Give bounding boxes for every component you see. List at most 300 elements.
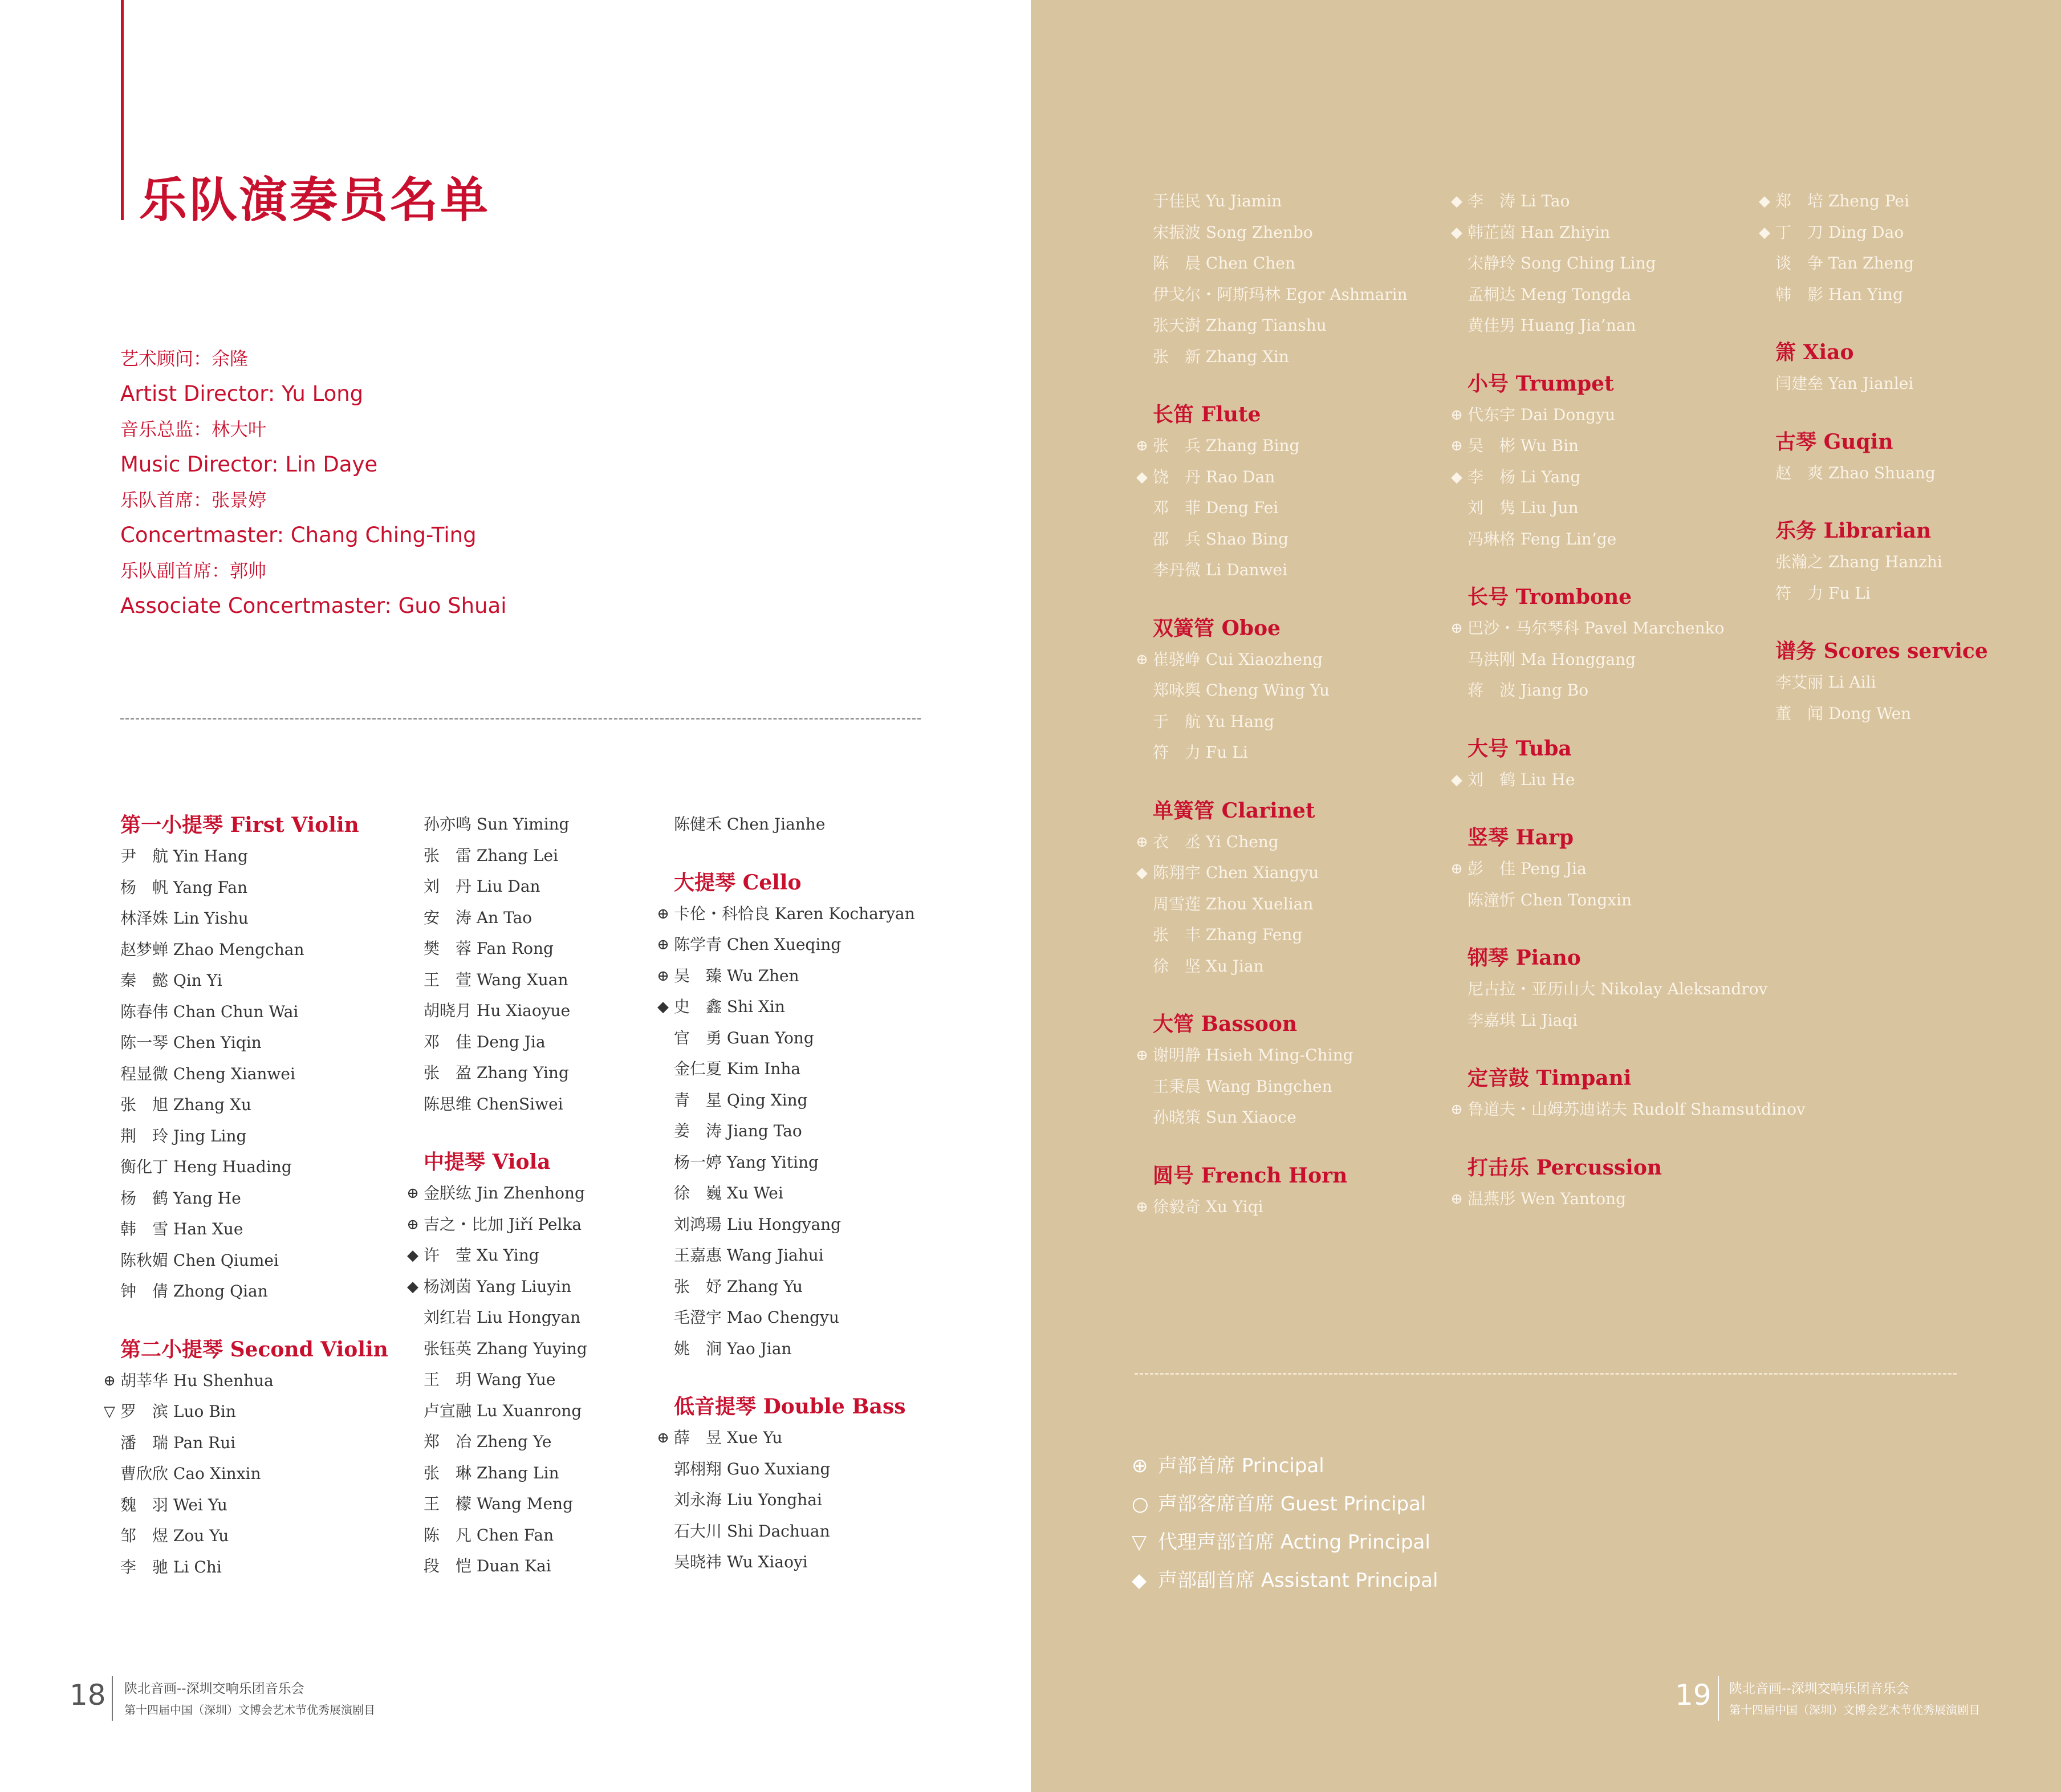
musician-name-en: Liu Hongyan (476, 1308, 581, 1327)
role-symbol: ⊕ (657, 967, 669, 985)
musician-row (424, 1489, 587, 1520)
role-symbol: ⊕ (406, 1216, 419, 1233)
section-heading (1153, 1160, 1408, 1192)
musician-name-cn: 郑 培 (1775, 192, 1824, 210)
musician-name-cn: 姜 涛 (674, 1121, 722, 1140)
musician-name-en: Chen Qiumei (173, 1250, 279, 1270)
role-symbol: ⊕ (1450, 860, 1463, 877)
musician-row (674, 1116, 915, 1147)
musician-name-en: Wang Jiahui (726, 1246, 824, 1265)
section-heading (1468, 733, 1806, 765)
musician-name-cn: 吴 彬 (1468, 436, 1516, 455)
musician-name-en: Feng Lin’ge (1520, 529, 1617, 548)
musician-row (1153, 310, 1408, 342)
section-heading (1153, 795, 1408, 827)
musician-row (120, 1214, 388, 1245)
musician-row (1153, 555, 1408, 586)
section-heading (1775, 336, 1988, 368)
musician-name-en: Li Yang (1520, 467, 1581, 486)
musician-name-en: Chen Tongxin (1520, 890, 1632, 909)
section-heading-cn: 大号 (1468, 736, 1509, 761)
musician-row (424, 1334, 587, 1365)
musician-row (674, 1271, 915, 1303)
musician-name-en: Wu Bin (1520, 436, 1579, 455)
legend-label-cn: 声部首席 (1158, 1454, 1235, 1477)
roster-column-4 (1136, 186, 1408, 1222)
musician-row (1451, 765, 1806, 796)
musician-name-cn: 陈秋媚 (120, 1250, 169, 1270)
musician-row (424, 1058, 587, 1089)
footer-title: 陕北音画--深圳交响乐团音乐会 (124, 1681, 304, 1696)
musician-row (120, 841, 388, 872)
musician-row (424, 933, 587, 965)
section-heading-cn: 圆号 (1153, 1163, 1194, 1188)
musician-name-en: Dai Dongyu (1520, 405, 1616, 424)
musician-row (424, 1551, 587, 1582)
musician-row (424, 871, 587, 903)
role-symbol: ◆ (1759, 193, 1770, 210)
section-heading (674, 1391, 915, 1423)
section-heading (1775, 515, 1988, 547)
musician-name-cn: 张 兵 (1153, 436, 1201, 455)
musician-name-en: Karen Kocharyan (774, 904, 915, 923)
musician-name-en: Liu Dan (476, 877, 540, 896)
role-symbol: ⊕ (657, 905, 669, 923)
musician-name-en: Zhang Yuying (476, 1339, 587, 1358)
musician-name-cn: 卢宣融 (424, 1401, 472, 1420)
musician-row (1468, 885, 1806, 916)
director-line: 乐队首席：张景婷 (120, 489, 267, 511)
musician-name-en: Zhang Hanzhi (1828, 552, 1942, 571)
director-line: Artist Director: Yu Long (120, 381, 364, 406)
musician-name-en: Song Ching Ling (1520, 254, 1656, 273)
section-heading-cn: 竖琴 (1468, 826, 1509, 850)
section-heading (1468, 1152, 1806, 1184)
musician-row (120, 1121, 388, 1152)
legend-symbol: ◆ (1132, 1569, 1147, 1592)
musician-row (657, 1423, 915, 1454)
musician-name-en: Luo Bin (173, 1402, 236, 1421)
musician-name-en: Cao Xinxin (173, 1464, 261, 1483)
musician-name-cn: 陈翔宇 (1153, 863, 1201, 882)
section-heading-cn: 古琴 (1775, 429, 1817, 454)
musician-name-en: Wang Xuan (476, 970, 568, 989)
legend-symbol: ⊕ (1132, 1454, 1148, 1477)
role-symbol: ⊕ (1136, 437, 1148, 454)
musician-row (674, 1023, 915, 1054)
musician-name-cn: 温燕彤 (1468, 1189, 1516, 1208)
musician-row (1468, 1005, 1806, 1037)
section-heading (120, 1334, 388, 1366)
musician-row (657, 899, 915, 930)
musician-name-cn: 王 玥 (424, 1370, 472, 1389)
musician-name-cn: 胡莘华 (120, 1371, 169, 1390)
musician-name-cn: 潘 瑞 (120, 1433, 169, 1452)
section-heading-cn: 第一小提琴 (120, 813, 223, 837)
musician-name-cn: 韩芷茵 (1468, 222, 1516, 242)
musician-row (1468, 248, 1806, 279)
musician-name-cn: 王 萱 (424, 970, 472, 989)
musician-name-cn: 张 旭 (120, 1095, 169, 1114)
musician-name-cn: 杨一婷 (674, 1152, 722, 1172)
footer-subtitle: 第十四届中国（深圳）文博会艺术节优秀展演剧目 (124, 1703, 375, 1717)
musician-name-cn: 郑咏舆 (1153, 681, 1201, 700)
musician-name-en: Zhong Qian (173, 1282, 268, 1301)
musician-name-cn: 薛 昱 (674, 1428, 722, 1447)
musician-row (1153, 248, 1408, 279)
musician-name-en: Li Jiaqi (1520, 1010, 1578, 1030)
musician-name-en: Chan Chun Wai (173, 1002, 299, 1021)
section-heading-en: Oboe (1221, 616, 1281, 640)
musician-name-cn: 于佳民 (1153, 192, 1201, 210)
section-heading-en: Librarian (1823, 519, 1932, 543)
musician-row (424, 965, 587, 996)
musician-row (424, 1027, 587, 1058)
musician-row (1153, 951, 1408, 982)
section-heading-en: Scores service (1823, 639, 1988, 663)
musician-name-cn: 陈 凡 (424, 1525, 472, 1545)
musician-row (1153, 279, 1408, 311)
musician-name-cn: 王 檬 (424, 1494, 472, 1513)
musician-name-cn: 胡晓月 (424, 1001, 472, 1020)
musician-name-cn: 青 星 (674, 1090, 722, 1110)
musician-name-cn: 杨 鹤 (120, 1188, 169, 1208)
musician-name-cn: 张 琳 (424, 1463, 472, 1482)
musician-row (657, 929, 915, 961)
musician-name-en: Han Ying (1828, 285, 1903, 304)
musician-name-cn: 樊 蓉 (424, 939, 472, 958)
musician-row (424, 1427, 587, 1458)
musician-name-en: Zhang Tianshu (1205, 316, 1327, 335)
musician-name-cn: 丁 刀 (1775, 222, 1824, 242)
musician-name-cn: 刘鸿瑒 (674, 1214, 722, 1234)
musician-name-cn: 曹欣欣 (120, 1464, 169, 1483)
musician-name-en: Shi Xin (726, 997, 785, 1016)
musician-name-cn: 马洪刚 (1468, 649, 1516, 669)
musician-row (674, 1334, 915, 1365)
musician-name-en: Zou Yu (173, 1526, 229, 1545)
musician-name-cn: 金仁夏 (674, 1059, 722, 1078)
section-heading-en: Guqin (1823, 429, 1893, 454)
musician-name-cn: 于 航 (1153, 712, 1201, 731)
musician-name-cn: 陈健禾 (674, 815, 722, 834)
role-symbol: ◆ (1451, 224, 1462, 241)
musician-name-en: Rudolf Shamsutdinov (1632, 1100, 1806, 1119)
musician-row (674, 1147, 915, 1179)
roster-column-2 (406, 809, 587, 1582)
footer-divider (112, 1676, 113, 1721)
musician-name-cn: 徐毅奇 (1153, 1197, 1201, 1216)
musician-name-en: Zhang Xu (173, 1095, 251, 1114)
legend-label-cn: 声部副首席 (1158, 1569, 1255, 1592)
musician-name-cn: 韩 影 (1775, 285, 1824, 304)
musician-name-en: Lu Xuanrong (476, 1401, 582, 1420)
section-heading-en: French Horn (1201, 1163, 1348, 1188)
section-heading-en: Bassoon (1201, 1012, 1298, 1036)
musician-name-cn: 陈春伟 (120, 1002, 169, 1021)
musician-row (424, 1364, 587, 1396)
musician-name-cn: 郑 冶 (424, 1432, 472, 1451)
role-symbol: ⊕ (1450, 406, 1463, 424)
musician-name-en: Fu Li (1205, 743, 1248, 762)
musician-name-cn: 衣 丞 (1153, 832, 1201, 851)
musician-name-en: Chen Xueqing (726, 935, 842, 954)
musician-name-cn: 张天澍 (1153, 316, 1201, 335)
section-heading-cn: 大提琴 (674, 870, 736, 895)
section-heading-en: Harp (1515, 826, 1574, 850)
musician-row (1136, 1040, 1408, 1071)
musician-name-cn: 张 雷 (424, 846, 472, 865)
musician-name-cn: 尼古拉・亚历山大 (1468, 980, 1596, 998)
musician-name-en: Hu Xiaoyue (476, 1001, 571, 1020)
musician-name-en: Pavel Marchenko (1584, 619, 1725, 637)
musician-name-cn: 尹 航 (120, 847, 169, 865)
musician-row (674, 1240, 915, 1271)
musician-name-en: Wei Yu (173, 1495, 227, 1514)
section-heading-cn: 小号 (1468, 371, 1509, 396)
musician-name-cn: 李 杨 (1468, 467, 1516, 486)
musician-name-en: Yan Jianlei (1828, 374, 1914, 393)
section-heading-en: Piano (1515, 946, 1581, 970)
musician-row (407, 1240, 587, 1271)
role-symbol: ◆ (1136, 864, 1148, 881)
legend-item (1132, 1562, 1438, 1600)
musician-name-cn: 谢明静 (1153, 1046, 1201, 1064)
musician-name-en: Jiang Tao (726, 1121, 802, 1140)
musician-name-en: Wen Yantong (1520, 1189, 1627, 1208)
legend-item (1132, 1447, 1438, 1485)
legend-label-cn: 代理声部首席 (1158, 1531, 1274, 1554)
musician-name-cn: 冯琳格 (1468, 529, 1516, 548)
musician-name-en: Li Tao (1520, 192, 1570, 210)
musician-row (120, 1090, 388, 1121)
role-symbol: ◆ (1451, 771, 1462, 789)
musician-row (1153, 737, 1408, 769)
musician-row (1136, 644, 1408, 676)
musician-name-en: Chen Chen (1205, 254, 1295, 273)
musician-name-en: Egor Ashmarin (1285, 285, 1408, 304)
symbol-legend (1132, 1447, 1438, 1600)
musician-name-en: Yang Fan (173, 877, 248, 897)
musician-name-en: Ding Dao (1828, 222, 1904, 242)
section-heading (1153, 1008, 1408, 1040)
musician-row (674, 1547, 915, 1578)
musician-name-cn: 赵梦蝉 (120, 940, 169, 959)
section-heading (1775, 635, 1988, 667)
musician-name-en: Wang Yue (476, 1370, 556, 1389)
musician-name-cn: 衡化丁 (120, 1157, 169, 1176)
roster-column-6 (1759, 186, 1988, 729)
musician-name-cn: 韩 雪 (120, 1220, 169, 1238)
role-symbol: ◆ (407, 1278, 418, 1295)
musician-name-cn: 宋静玲 (1468, 254, 1516, 273)
musician-name-en: Zhang Lin (476, 1463, 559, 1482)
musician-row (1451, 217, 1806, 249)
musician-name-cn: 魏 羽 (120, 1495, 169, 1514)
musician-row (120, 1276, 388, 1307)
legend-divider (1135, 1373, 1957, 1375)
page-title: 乐队演奏员名单 (139, 172, 491, 228)
musician-name-en: Fu Li (1828, 583, 1871, 603)
musician-row (1450, 1094, 1806, 1125)
page-number: 19 (1675, 1679, 1712, 1712)
musician-name-cn: 吴 臻 (674, 966, 722, 985)
musician-name-en: Jiří Pelka (508, 1214, 582, 1234)
page-number: 18 (70, 1679, 106, 1712)
musician-name-cn: 孙亦鸣 (424, 815, 472, 834)
musician-row (1450, 613, 1806, 644)
musician-row (657, 992, 915, 1023)
section-heading-cn: 大管 (1153, 1012, 1194, 1036)
musician-row (674, 1485, 915, 1516)
musician-name-en: Ma Honggang (1520, 649, 1636, 669)
section-heading-en: Percussion (1536, 1155, 1662, 1180)
musician-name-en: Heng Huading (173, 1157, 292, 1176)
musician-name-cn: 石大川 (674, 1521, 722, 1541)
musician-row (120, 965, 388, 997)
musician-row (1775, 578, 1988, 609)
musician-row (1775, 547, 1988, 578)
section-heading-en: Double Bass (763, 1395, 906, 1419)
musician-name-cn: 吉之・比加 (424, 1214, 504, 1234)
musician-row (1153, 186, 1408, 217)
musician-name-en: Pan Rui (173, 1433, 236, 1452)
musician-row (657, 961, 915, 992)
musician-row (1775, 458, 1988, 489)
legend-label-cn: 声部客席首席 (1158, 1493, 1274, 1515)
musician-row (1451, 462, 1806, 493)
musician-name-en: Yang He (173, 1188, 241, 1208)
musician-name-cn: 代东宇 (1468, 405, 1516, 424)
musician-row (1759, 217, 1988, 249)
musician-name-en: Hu Shenhua (173, 1371, 274, 1390)
section-heading (1468, 822, 1806, 854)
musician-row (1153, 1071, 1408, 1103)
musician-name-cn: 官 勇 (674, 1028, 722, 1047)
role-symbol: ⊕ (657, 1429, 669, 1446)
musician-name-en: Zhang Xin (1205, 347, 1289, 366)
musician-name-cn: 闫建垒 (1775, 374, 1824, 393)
musician-row (120, 1183, 388, 1214)
musician-row (1759, 186, 1988, 217)
musician-name-en: Cheng Wing Yu (1205, 681, 1330, 700)
musician-row (1450, 400, 1806, 431)
musician-row (424, 903, 587, 934)
section-heading-cn: 打击乐 (1468, 1155, 1530, 1180)
musician-name-en: Mao Chengyu (726, 1308, 839, 1327)
musician-name-en: Cheng Xianwei (173, 1064, 295, 1083)
section-heading (424, 1146, 587, 1178)
section-heading-cn: 第二小提琴 (120, 1337, 223, 1362)
director-line: Associate Concertmaster: Guo Shuai (120, 594, 507, 618)
musician-row (1136, 430, 1408, 462)
musician-name-cn: 李 涛 (1468, 192, 1516, 210)
role-symbol: ⊕ (1136, 651, 1148, 668)
musician-name-en: Meng Tongda (1520, 285, 1631, 304)
roster-column-3 (657, 809, 915, 1578)
musician-name-cn: 陈 晨 (1153, 254, 1201, 273)
musician-name-en: Yang Liuyin (476, 1277, 572, 1296)
musician-row (406, 1209, 587, 1241)
musician-name-cn: 张 盈 (424, 1063, 472, 1082)
musician-name-cn: 张瀚之 (1775, 552, 1824, 571)
musician-name-en: Lin Yishu (173, 909, 249, 928)
musician-name-en: Jiang Bo (1520, 681, 1589, 700)
musician-name-cn: 崔骁峥 (1153, 649, 1201, 669)
musician-name-cn: 鲁道夫・山姆苏迪诺夫 (1468, 1100, 1628, 1119)
musician-name-en: Zhang Yu (726, 1277, 803, 1296)
musician-row (1153, 920, 1408, 951)
musician-name-cn: 徐 坚 (1153, 956, 1201, 976)
director-line: 音乐总监：林大叶 (120, 418, 267, 440)
musician-name-en: Zhang Bing (1205, 436, 1300, 455)
musician-name-cn: 董 闻 (1775, 704, 1824, 723)
musician-row (1775, 368, 1988, 400)
musician-row (407, 1271, 587, 1303)
musician-name-en: Song Zhenbo (1205, 222, 1313, 242)
musician-row (1468, 974, 1806, 1005)
role-symbol: ⊕ (1136, 1198, 1148, 1216)
musician-name-en: An Tao (476, 908, 532, 927)
musician-name-cn: 李丹微 (1153, 560, 1201, 579)
legend-label-en: Assistant Principal (1261, 1569, 1438, 1592)
musician-row (103, 1366, 388, 1397)
footer-subtitle: 第十四届中国（深圳）文博会艺术节优秀展演剧目 (1729, 1703, 1980, 1717)
legend-label-en: Acting Principal (1280, 1531, 1430, 1554)
musician-row (674, 1454, 915, 1485)
role-symbol: ⊕ (1450, 1101, 1463, 1118)
musician-name-en: Zhang Lei (476, 846, 559, 865)
footer-divider (1718, 1676, 1719, 1721)
footer-title: 陕北音画--深圳交响乐团音乐会 (1729, 1681, 1909, 1696)
musician-name-en: Jin Zhenhong (476, 1184, 585, 1202)
directors-block (120, 341, 507, 624)
musician-name-en: Zhou Xuelian (1205, 894, 1314, 913)
musician-name-en: Sun Xiaoce (1205, 1108, 1296, 1127)
musician-name-en: Li Aili (1828, 673, 1876, 692)
musician-name-cn: 段 恺 (424, 1557, 472, 1575)
section-heading-cn: 谱务 (1775, 639, 1817, 663)
role-symbol: ⊕ (103, 1372, 116, 1389)
section-heading (120, 809, 388, 841)
musician-name-en: Yin Hang (173, 847, 248, 865)
musician-name-cn: 荆 玲 (120, 1126, 169, 1145)
section-heading-cn: 中提琴 (424, 1150, 486, 1174)
section-heading-cn: 双簧管 (1153, 616, 1215, 640)
musician-name-en: Rao Dan (1205, 467, 1275, 486)
musician-row (424, 1302, 587, 1334)
musician-name-cn: 史 鑫 (674, 997, 722, 1016)
musician-name-cn: 巴沙・马尔琴科 (1468, 619, 1580, 637)
musician-row (1153, 1102, 1408, 1133)
role-symbol: ◆ (657, 998, 669, 1015)
section-heading (1775, 426, 1988, 458)
musician-name-en: Cui Xiaozheng (1205, 649, 1323, 669)
musician-row (1468, 493, 1806, 524)
musician-name-cn: 孟桐达 (1468, 285, 1516, 304)
musician-name-cn: 李嘉琪 (1468, 1010, 1516, 1030)
musician-name-cn: 宋振波 (1153, 222, 1201, 242)
musician-row (424, 809, 587, 840)
section-heading-en: First Violin (230, 813, 359, 837)
musician-name-en: Xue Yu (726, 1428, 783, 1447)
musician-name-en: Qin Yi (173, 971, 222, 990)
musician-name-cn: 王秉晨 (1153, 1076, 1201, 1096)
musician-row (1153, 524, 1408, 555)
director-line: 乐队副首席：郭帅 (120, 560, 267, 582)
role-symbol: ⊕ (406, 1185, 419, 1202)
musician-row (1153, 217, 1408, 249)
